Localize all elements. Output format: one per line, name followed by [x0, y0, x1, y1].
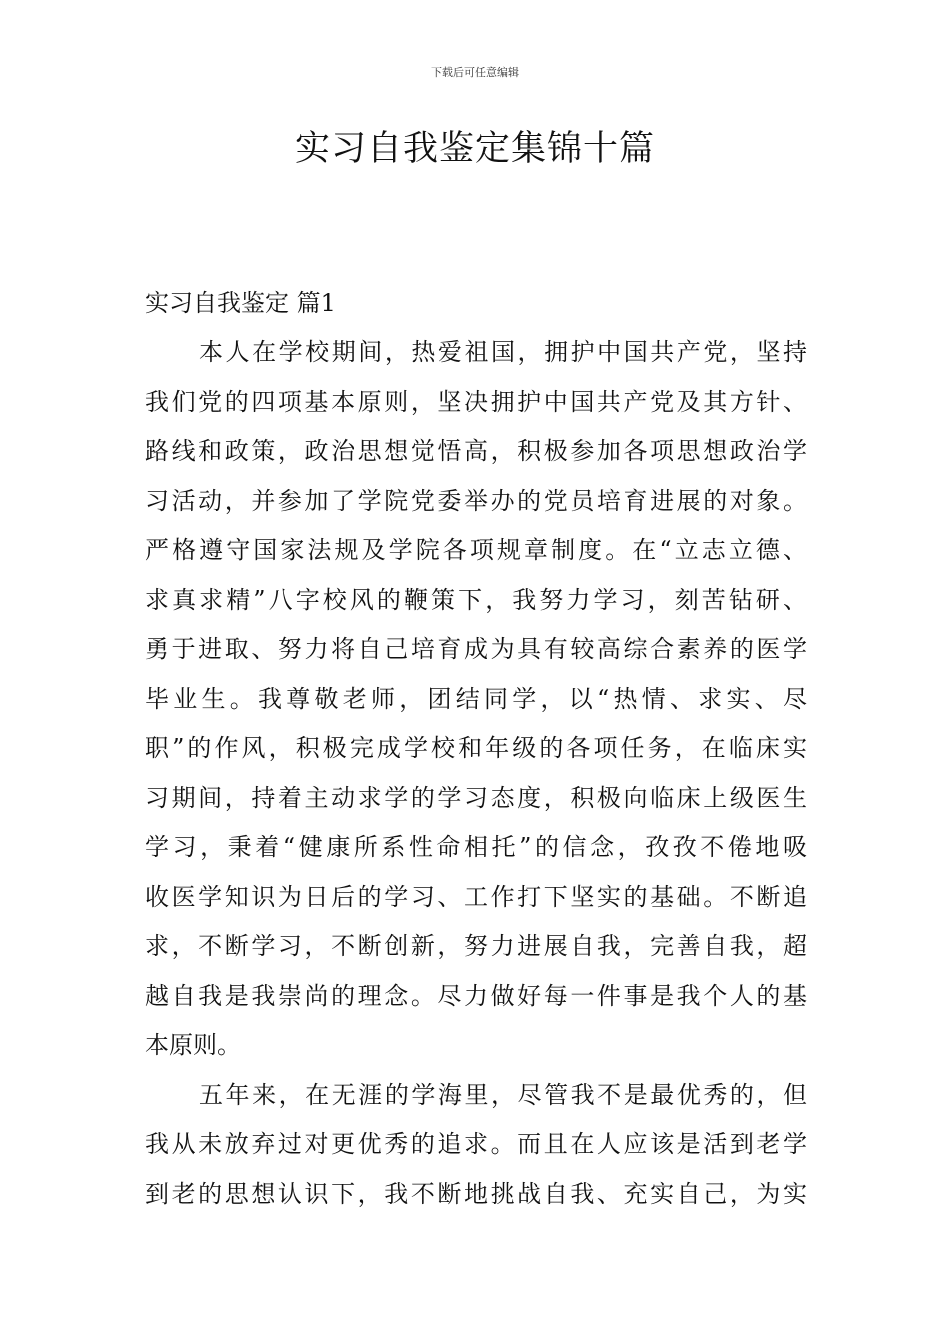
- section-heading: 实习自我鉴定 篇1: [145, 289, 336, 317]
- paragraph-line: 学习，秉着“健康所系性命相托”的信念，孜孜不倦地吸: [145, 833, 807, 861]
- paragraph-line: 严格遵守国家法规及学院各项规章制度。在“立志立德、: [145, 536, 807, 564]
- paragraph-line: 越自我是我崇尚的理念。尽力做好每一件事是我个人的基: [145, 981, 807, 1010]
- paragraph-line: 习活动，并参加了学院党委举办的党员培育进展的对象。: [145, 486, 807, 515]
- paragraph-line: 勇于进取、努力将自己培育成为具有较高综合素养的医学: [145, 635, 807, 663]
- paragraph-2: [145, 1071, 807, 1220]
- paragraph-line: 职”的作风，积极完成学校和年级的各项任务，在临床实: [145, 734, 807, 762]
- paragraph-line: 本人在学校期间，热爱祖国，拥护中国共产党，坚持: [199, 338, 807, 366]
- paragraph-line: 习期间，持着主动求学的学习态度，积极向临床上级医生: [145, 783, 807, 812]
- header-note: 下载后可任意编辑: [431, 66, 519, 79]
- paragraph-line: 我从未放弃过对更优秀的追求。而且在人应该是活到老学: [145, 1130, 807, 1158]
- paragraph-line: 毕业生。我尊敬老师，团结同学，以“热情、求实、尽: [145, 684, 807, 713]
- paragraph-line: 收医学知识为日后的学习、工作打下坚实的基础。不断追: [145, 882, 807, 911]
- paragraph-line: 我们党的四项基本原则，坚决拥护中国共产党及其方针、: [145, 387, 807, 416]
- document-body: [145, 279, 807, 1219]
- paragraph-line: 求真求精”八字校风的鞭策下，我努力学习，刻苦钻研、: [145, 585, 807, 614]
- paragraph-line: 五年来，在无涯的学海里，尽管我不是最优秀的，但: [199, 1080, 807, 1109]
- paragraph-line: 求，不断学习，不断创新，努力进展自我，完善自我，超: [145, 932, 807, 960]
- document-title: 实习自我鉴定集锦十篇: [294, 129, 655, 169]
- paragraph-line: 本原则。: [145, 1031, 241, 1059]
- paragraph-1: [145, 328, 807, 1071]
- paragraph-line: 路线和政策，政治思想觉悟高，积极参加各项思想政治学: [145, 437, 807, 465]
- paragraph-line: 到老的思想认识下，我不断地挑战自我、充实自己，为实: [145, 1179, 807, 1208]
